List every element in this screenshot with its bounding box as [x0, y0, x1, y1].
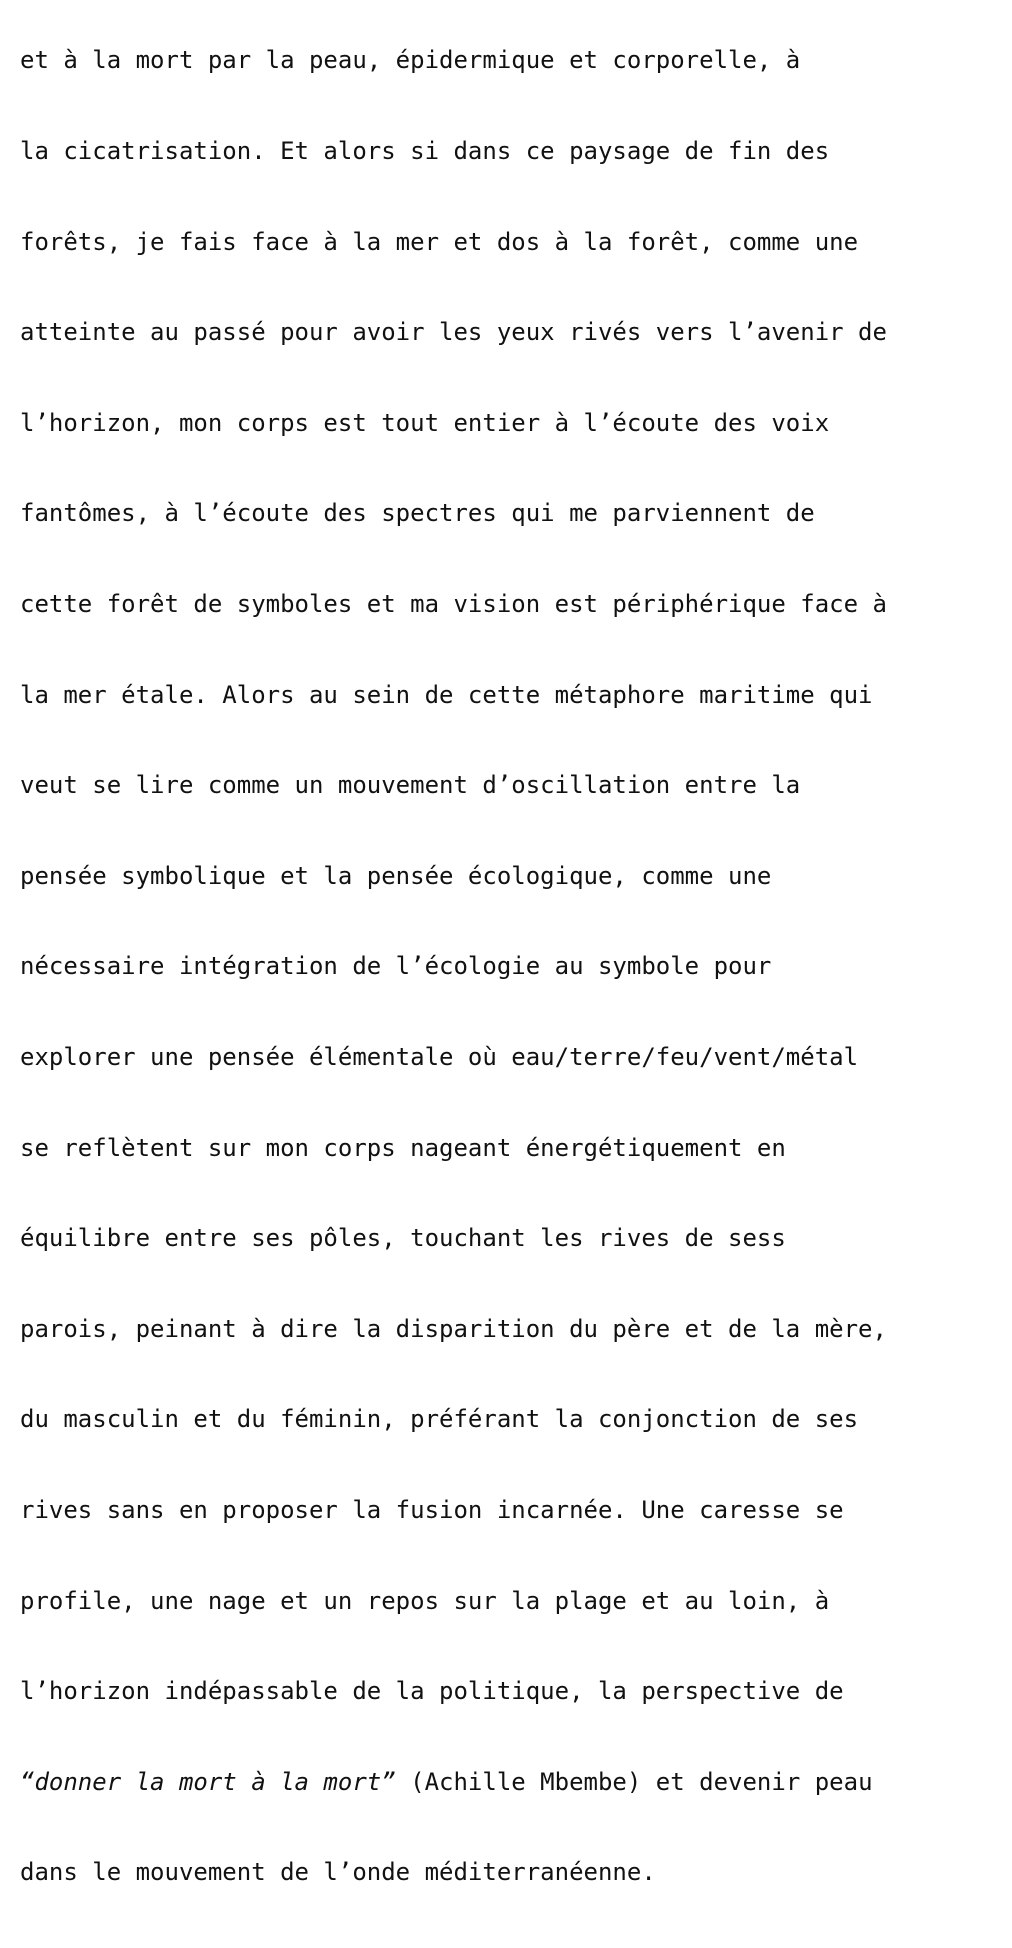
text-line-7: la mer étale. Alors au sein de cette métaphore maritime qui — [20, 680, 873, 709]
text-line-3: atteinte au passé pour avoir les yeux rivés vers l’avenir de — [20, 318, 887, 347]
quote-attribution: (Achille Mbembe) et devenir peau — [395, 1767, 873, 1796]
text-line-4: l’horizon, mon corps est tout entier à l’écoute des voix — [20, 408, 830, 437]
text-line-11: explorer une pensée élémentale où eau/terre/feu/vent/métal — [20, 1042, 859, 1071]
text-line-18: l’horizon indépassable de la politique, la perspective de — [20, 1677, 844, 1706]
text-line-quote — [20, 1767, 1010, 1797]
text-line-12: se reflètent sur mon corps nageant énergétiquement en — [20, 1133, 786, 1162]
body-text — [20, 2, 1010, 1948]
text-line-last: dans le mouvement de l’onde méditerranéenne. — [20, 1858, 656, 1887]
text-line-13: équilibre entre ses pôles, touchant les rives de sess — [20, 1224, 786, 1253]
text-line-16: rives sans en proposer la fusion incarnée. Une caresse se — [20, 1495, 844, 1524]
text-line-2: forêts, je fais face à la mer et dos à la forêt, comme une — [20, 227, 859, 256]
text-line-17: profile, une nage et un repos sur la plage et au loin, à — [20, 1586, 830, 1615]
text-line-9: pensée symbolique et la pensée écologique, comme une — [20, 861, 772, 890]
text-line-5: fantômes, à l’écoute des spectres qui me parviennent de — [20, 499, 815, 528]
text-line-1: la cicatrisation. Et alors si dans ce paysage de fin des — [20, 137, 830, 165]
italic-quotation: “donner la mort à la mort” — [20, 1767, 396, 1796]
text-line-6: cette forêt de symboles et ma vision est périphérique face à — [20, 589, 887, 618]
text-line-15: du masculin et du féminin, préférant la conjonction de ses — [20, 1405, 859, 1434]
text-line-14: parois, peinant à dire la disparition du père et de la mère, — [20, 1314, 887, 1343]
clipped-line: et à la mort par la peau, épidermique et corporelle, à — [20, 46, 801, 75]
text-line-10: nécessaire intégration de l’écologie au symbole pour — [20, 952, 772, 981]
text-line-8: veut se lire comme un mouvement d’oscillation entre la — [20, 771, 801, 800]
